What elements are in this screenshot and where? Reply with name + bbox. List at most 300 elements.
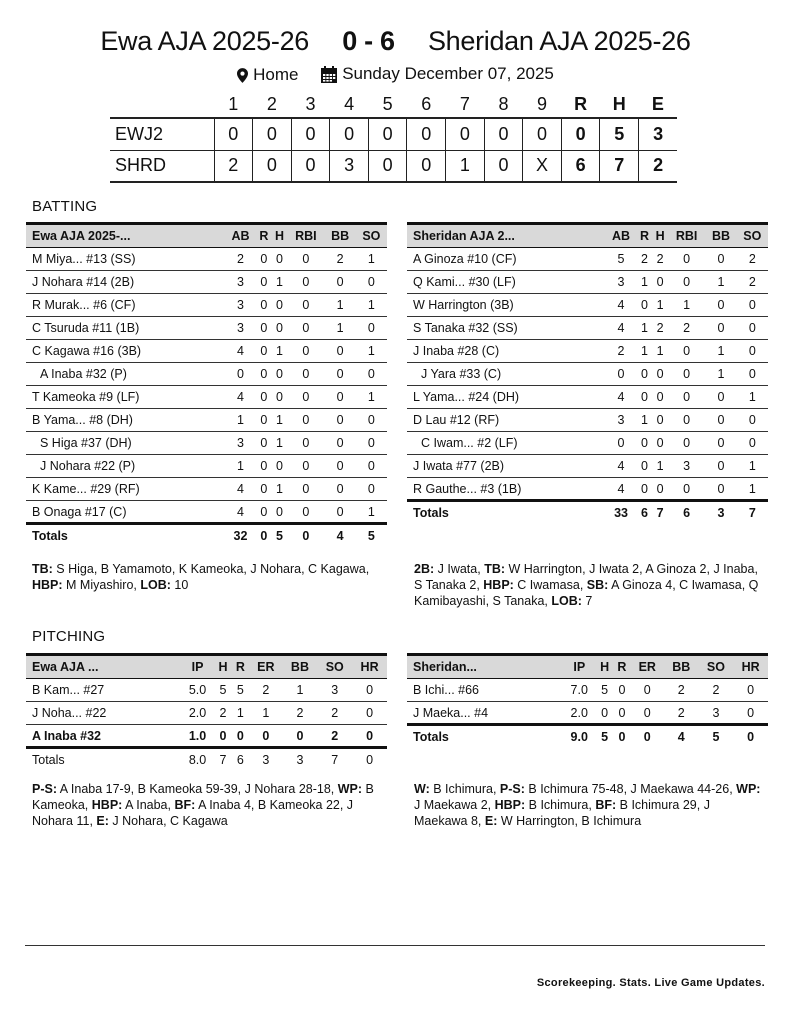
player-row <box>407 340 768 363</box>
stat-ab: 0 <box>605 432 636 455</box>
player-name: A Inaba #32 <box>26 725 181 748</box>
note-value: 7 <box>581 594 593 608</box>
note-key: HBP: <box>32 578 63 592</box>
stat-rbi: 0 <box>668 386 705 409</box>
stat-bb: 0 <box>325 455 356 478</box>
stat-bb: 0 <box>325 386 356 409</box>
stat-bb: 2 <box>664 702 699 725</box>
stat-r: 0 <box>613 679 630 702</box>
table-header-row <box>26 224 387 248</box>
player-row <box>26 432 387 455</box>
stat-rbi: 0 <box>287 294 324 317</box>
hits-header: H <box>612 94 626 114</box>
player-name: C Iwam... #2 (LF) <box>407 432 605 455</box>
totals-row <box>407 501 768 524</box>
linescore-team-row <box>110 118 677 150</box>
stat-rbi: 0 <box>287 455 324 478</box>
stat-rbi: 2 <box>668 317 705 340</box>
stat-r: 0 <box>256 478 272 501</box>
stat-bb: 0 <box>705 478 736 501</box>
stat-so: 1 <box>356 294 387 317</box>
stat-er: 0 <box>631 702 664 725</box>
stat-bb: 2 <box>283 702 318 725</box>
totals-label: Totals <box>32 752 65 767</box>
stat-h: 5 <box>596 679 613 702</box>
total-ab: 33 <box>614 505 628 520</box>
stat-so: 3 <box>699 702 734 725</box>
stat-ab: 0 <box>605 363 636 386</box>
final-score: 0 - 6 <box>342 26 395 56</box>
player-name: Q Kami... #30 (LF) <box>407 271 605 294</box>
player-row <box>407 702 768 725</box>
player-name: B Onaga #17 (C) <box>26 501 225 524</box>
stat-so: 0 <box>737 317 768 340</box>
column-header-so: SO <box>356 224 387 248</box>
note-value: M Miyashiro, <box>62 578 141 592</box>
linescore-header-row <box>110 92 677 118</box>
stat-rbi: 0 <box>668 478 705 501</box>
stat-h: 5 <box>214 679 231 702</box>
stat-so: 2 <box>317 702 352 725</box>
note-value: A Inaba 17-9, B Kameoka 59-39, J Nohara 28-18, <box>57 782 338 796</box>
stat-er: 0 <box>631 679 664 702</box>
column-header-h: H <box>214 655 231 679</box>
column-header-bb: BB <box>664 655 699 679</box>
stat-ab: 3 <box>225 317 256 340</box>
stat-r: 1 <box>637 340 653 363</box>
stat-ip: 7.0 <box>563 679 596 702</box>
player-row <box>26 679 387 702</box>
stat-r: 0 <box>613 702 630 725</box>
stat-h: 0 <box>652 271 668 294</box>
team-abbr: EWJ2 <box>115 123 164 144</box>
runs-header: R <box>574 94 588 114</box>
column-header-bb: BB <box>325 224 356 248</box>
total-r: 6 <box>236 752 244 767</box>
player-row <box>407 409 768 432</box>
totals-label: Totals <box>32 528 68 543</box>
note-key: BF: <box>174 798 196 812</box>
total-h: 5 <box>276 528 283 543</box>
player-name: W Harrington (3B) <box>407 294 605 317</box>
errors-total: 2 <box>639 150 678 182</box>
inning-header: 1 <box>228 94 239 114</box>
note-value: C Iwamasa, <box>513 578 587 592</box>
player-name: T Kameoka #9 (LF) <box>26 386 225 409</box>
column-header-er: ER <box>249 655 282 679</box>
total-bb: 3 <box>717 505 725 520</box>
player-row <box>407 248 768 271</box>
player-name: L Yama... #24 (DH) <box>407 386 605 409</box>
stat-h: 1 <box>652 455 668 478</box>
player-row <box>26 386 387 409</box>
linescore-team-row <box>110 150 677 182</box>
player-name: J Nohara #14 (2B) <box>26 271 225 294</box>
player-row <box>26 248 387 271</box>
total-so: 7 <box>748 505 756 520</box>
stat-bb: 1 <box>705 363 736 386</box>
stat-h: 1 <box>272 409 288 432</box>
player-row <box>26 702 387 725</box>
column-header-bb: BB <box>705 224 736 248</box>
stat-h: 1 <box>272 340 288 363</box>
column-header-r: R <box>256 224 272 248</box>
inning-score: 0 <box>368 118 407 150</box>
stat-rbi: 0 <box>287 363 324 386</box>
stat-bb: 0 <box>325 271 356 294</box>
note-value: J Maekawa 2, <box>414 798 495 812</box>
inning-score: 0 <box>330 118 369 150</box>
stat-so: 2 <box>317 725 352 748</box>
note-key: HBP: <box>483 578 514 592</box>
column-header-ab: AB <box>225 224 256 248</box>
stat-h: 2 <box>652 317 668 340</box>
note-key: TB: <box>484 562 506 576</box>
stat-h: 1 <box>652 294 668 317</box>
inning-score: 0 <box>253 150 292 182</box>
column-header-ip: IP <box>563 655 596 679</box>
stat-h: 0 <box>652 432 668 455</box>
stat-rbi: 0 <box>287 271 324 294</box>
table-header-row <box>26 655 387 679</box>
stat-h: 0 <box>272 501 288 524</box>
note-key: SB: <box>586 578 609 592</box>
stat-ab: 2 <box>225 248 256 271</box>
inning-score: 0 <box>291 118 330 150</box>
stat-so: 0 <box>356 271 387 294</box>
map-pin-icon <box>237 68 248 83</box>
stat-ip: 2.0 <box>563 702 596 725</box>
stat-ip: 1.0 <box>181 725 215 748</box>
note-value: W Harrington, J Iwata 2, A Ginoza 2, J Inaba, S Tanaka 2, <box>414 562 758 592</box>
stat-bb: 2 <box>664 679 699 702</box>
stat-so: 1 <box>737 478 768 501</box>
total-h: 7 <box>656 505 664 520</box>
stat-ab: 3 <box>225 294 256 317</box>
runs-total: 6 <box>561 150 600 182</box>
date-text: Sunday December 07, 2025 <box>342 64 554 83</box>
player-row <box>407 478 768 501</box>
footer-tagline: Scorekeeping. Stats. Live Game Updates. <box>536 977 765 989</box>
stat-so: 0 <box>737 409 768 432</box>
column-header-er: ER <box>631 655 664 679</box>
stat-r: 1 <box>637 409 653 432</box>
column-header-h: H <box>272 224 288 248</box>
player-name: J Iwata #77 (2B) <box>407 455 605 478</box>
stat-ab: 4 <box>605 386 636 409</box>
inning-header: 3 <box>305 94 316 114</box>
player-row <box>407 363 768 386</box>
player-name: C Kagawa #16 (3B) <box>26 340 225 363</box>
stat-r: 1 <box>637 317 653 340</box>
note-value: J Iwata, <box>434 562 485 576</box>
player-row <box>407 294 768 317</box>
inning-score: 0 <box>523 118 562 150</box>
stat-ab: 3 <box>225 271 256 294</box>
inning-header: 6 <box>421 94 432 114</box>
inning-score: 0 <box>214 118 253 150</box>
note-value: B Kameoka, <box>32 782 374 812</box>
column-header-so: SO <box>317 655 352 679</box>
column-header-rbi: RBI <box>287 224 324 248</box>
total-r: 0 <box>260 528 268 543</box>
stat-ab: 1 <box>225 455 256 478</box>
player-name: S Tanaka #32 (SS) <box>407 317 605 340</box>
errors-header: E <box>651 94 664 114</box>
away-batting-table <box>26 222 387 547</box>
totals-row <box>407 725 768 748</box>
stat-rbi: 0 <box>287 501 324 524</box>
player-row <box>26 363 387 386</box>
column-header-bb: BB <box>283 655 318 679</box>
player-row <box>26 271 387 294</box>
linescore-table <box>110 92 677 183</box>
player-name: R Murak... #6 (CF) <box>26 294 225 317</box>
team-label-header: Ewa AJA 2025-... <box>26 224 225 248</box>
stat-so: 2 <box>737 248 768 271</box>
stat-h: 0 <box>272 455 288 478</box>
player-name: M Miya... #13 (SS) <box>26 248 225 271</box>
player-name: S Higa #37 (DH) <box>26 432 225 455</box>
column-header-hr: HR <box>352 655 387 679</box>
note-key: WP: <box>337 782 363 796</box>
total-r: 0 <box>618 729 626 744</box>
inning-header: 2 <box>266 94 277 114</box>
total-hr: 0 <box>747 729 755 744</box>
totals-label: Totals <box>413 729 449 744</box>
stat-so: 0 <box>356 478 387 501</box>
inning-score: 0 <box>253 118 292 150</box>
stat-bb: 0 <box>325 409 356 432</box>
player-row <box>407 317 768 340</box>
stat-ip: 5.0 <box>181 679 215 702</box>
player-name: D Lau #12 (RF) <box>407 409 605 432</box>
stat-so: 0 <box>356 409 387 432</box>
total-rbi: 0 <box>302 528 310 543</box>
total-h: 5 <box>601 729 609 744</box>
player-name: J Nohara #22 (P) <box>26 455 225 478</box>
away-pitching-notes <box>32 781 382 829</box>
totals-row <box>26 748 387 771</box>
note-value: A Inaba, <box>122 798 175 812</box>
away-pitching-table <box>26 653 387 771</box>
inning-score: 0 <box>407 118 446 150</box>
stat-r: 2 <box>637 248 653 271</box>
player-row <box>26 455 387 478</box>
stat-bb: 0 <box>705 409 736 432</box>
stat-bb: 0 <box>705 455 736 478</box>
column-header-r: R <box>637 224 653 248</box>
stat-so: 0 <box>356 432 387 455</box>
player-name: A Inaba #32 (P) <box>26 363 225 386</box>
stat-r: 0 <box>256 501 272 524</box>
inning-header: 5 <box>382 94 393 114</box>
player-row <box>407 455 768 478</box>
stat-ab: 5 <box>605 248 636 271</box>
stat-r: 0 <box>256 340 272 363</box>
home-team-name: Sheridan AJA 2025-26 <box>427 26 691 56</box>
stat-h: 0 <box>272 363 288 386</box>
player-name: J Yara #33 (C) <box>407 363 605 386</box>
stat-h: 0 <box>652 363 668 386</box>
total-so: 5 <box>367 528 375 543</box>
stat-ab: 0 <box>225 363 256 386</box>
note-key: LOB: <box>551 594 582 608</box>
total-so: 7 <box>331 752 339 767</box>
stat-rbi: 0 <box>287 248 324 271</box>
inning-score: 1 <box>446 150 485 182</box>
table-header-row <box>407 224 768 248</box>
stat-bb: 1 <box>283 679 318 702</box>
stat-hr: 0 <box>352 702 387 725</box>
hits-total: 5 <box>600 118 639 150</box>
note-key: 2B: <box>414 562 435 576</box>
home-pitching-table <box>407 653 768 748</box>
stat-rbi: 0 <box>668 432 705 455</box>
player-name: J Noha... #22 <box>26 702 181 725</box>
stat-r: 0 <box>256 386 272 409</box>
stat-so: 1 <box>356 248 387 271</box>
inning-score: 3 <box>330 150 369 182</box>
inning-score: 0 <box>446 118 485 150</box>
total-r: 6 <box>641 505 648 520</box>
stat-r: 0 <box>256 248 272 271</box>
stat-er: 2 <box>249 679 282 702</box>
player-name: J Inaba #28 (C) <box>407 340 605 363</box>
game-meta <box>0 62 791 90</box>
stat-rbi: 0 <box>287 340 324 363</box>
player-row <box>407 271 768 294</box>
stat-rbi: 0 <box>287 317 324 340</box>
stat-so: 0 <box>356 455 387 478</box>
column-header-h: H <box>652 224 668 248</box>
player-name: B Kam... #27 <box>26 679 181 702</box>
stat-h: 0 <box>596 702 613 725</box>
note-key: W: <box>414 782 430 796</box>
inning-score: X <box>523 150 562 182</box>
stat-ab: 4 <box>605 317 636 340</box>
stat-h: 1 <box>272 478 288 501</box>
hits-total: 7 <box>600 150 639 182</box>
totals-label: Totals <box>413 505 449 520</box>
total-so: 5 <box>712 729 720 744</box>
stat-h: 0 <box>652 478 668 501</box>
inning-header: 8 <box>498 94 509 114</box>
stat-ab: 3 <box>225 432 256 455</box>
location-text: Home <box>253 65 299 84</box>
stat-h: 2 <box>214 702 231 725</box>
away-team-name: Ewa AJA 2025-26 <box>100 26 309 56</box>
stat-bb: 0 <box>705 317 736 340</box>
stat-so: 1 <box>356 386 387 409</box>
stat-bb: 0 <box>325 478 356 501</box>
stat-rbi: 3 <box>668 455 705 478</box>
note-key: E: <box>484 814 498 828</box>
stat-r: 0 <box>256 271 272 294</box>
player-row <box>26 340 387 363</box>
player-name: R Gauthe... #3 (1B) <box>407 478 605 501</box>
player-row <box>407 386 768 409</box>
stat-r: 5 <box>232 679 249 702</box>
stat-bb: 2 <box>325 248 356 271</box>
player-row <box>26 409 387 432</box>
stat-ab: 4 <box>605 455 636 478</box>
stat-so: 1 <box>356 340 387 363</box>
player-row <box>26 478 387 501</box>
stat-h: 2 <box>652 248 668 271</box>
stat-h: 0 <box>272 386 288 409</box>
team-label-header: Sheridan... <box>407 655 563 679</box>
player-name: J Maeka... #4 <box>407 702 563 725</box>
stat-ab: 4 <box>605 294 636 317</box>
stat-h: 1 <box>272 432 288 455</box>
stat-so: 2 <box>737 271 768 294</box>
note-value: S Higa, B Yamamoto, K Kameoka, J Nohara, C Kagawa, <box>52 562 370 576</box>
note-key: TB: <box>32 562 53 576</box>
note-value: B Ichimura, <box>429 782 500 796</box>
stat-rbi: 0 <box>668 248 705 271</box>
stat-bb: 0 <box>325 501 356 524</box>
total-rbi: 6 <box>683 505 691 520</box>
stat-bb: 0 <box>325 432 356 455</box>
stat-ab: 4 <box>225 340 256 363</box>
footer-divider <box>25 945 765 946</box>
note-key: P-S: <box>32 782 57 796</box>
inning-score: 0 <box>291 150 330 182</box>
stat-bb: 0 <box>325 340 356 363</box>
stat-so: 0 <box>737 340 768 363</box>
stat-r: 1 <box>637 271 653 294</box>
stat-bb: 0 <box>705 294 736 317</box>
note-value: A Inaba 4, B Kameoka 22, J Nohara 11, <box>32 798 354 828</box>
stat-hr: 0 <box>352 725 387 748</box>
stat-ab: 3 <box>605 409 636 432</box>
inning-score: 0 <box>484 118 523 150</box>
stat-so: 0 <box>737 432 768 455</box>
stat-rbi: 0 <box>668 363 705 386</box>
player-name: K Kame... #29 (RF) <box>26 478 225 501</box>
runs-total: 0 <box>561 118 600 150</box>
home-batting-table <box>407 222 768 524</box>
column-header-rbi: RBI <box>668 224 705 248</box>
stat-ab: 4 <box>225 501 256 524</box>
stat-r: 1 <box>232 702 249 725</box>
stat-rbi: 0 <box>287 478 324 501</box>
note-value: 10 <box>170 578 189 592</box>
note-value: A Ginoza 4, C Iwamasa, Q Kamibayashi, S Tanaka, <box>414 578 759 608</box>
column-header-hr: HR <box>733 655 768 679</box>
home-batting-notes <box>414 561 764 609</box>
stat-h: 0 <box>272 294 288 317</box>
stat-er: 1 <box>249 702 282 725</box>
stat-ab: 1 <box>225 409 256 432</box>
note-value: J Nohara, C Kagawa <box>108 814 228 828</box>
stat-hr: 0 <box>733 679 768 702</box>
stat-bb: 1 <box>325 317 356 340</box>
stat-bb: 0 <box>705 386 736 409</box>
team-label-header: Sheridan AJA 2... <box>407 224 605 248</box>
total-bb: 4 <box>677 729 685 744</box>
stat-r: 0 <box>256 363 272 386</box>
stat-ab: 3 <box>605 271 636 294</box>
total-ip: 9.0 <box>570 729 588 744</box>
note-key: HBP: <box>494 798 526 812</box>
stat-r: 0 <box>637 386 653 409</box>
stat-so: 0 <box>356 363 387 386</box>
stat-so: 1 <box>737 455 768 478</box>
stat-er: 0 <box>249 725 282 748</box>
stat-rbi: 0 <box>287 386 324 409</box>
